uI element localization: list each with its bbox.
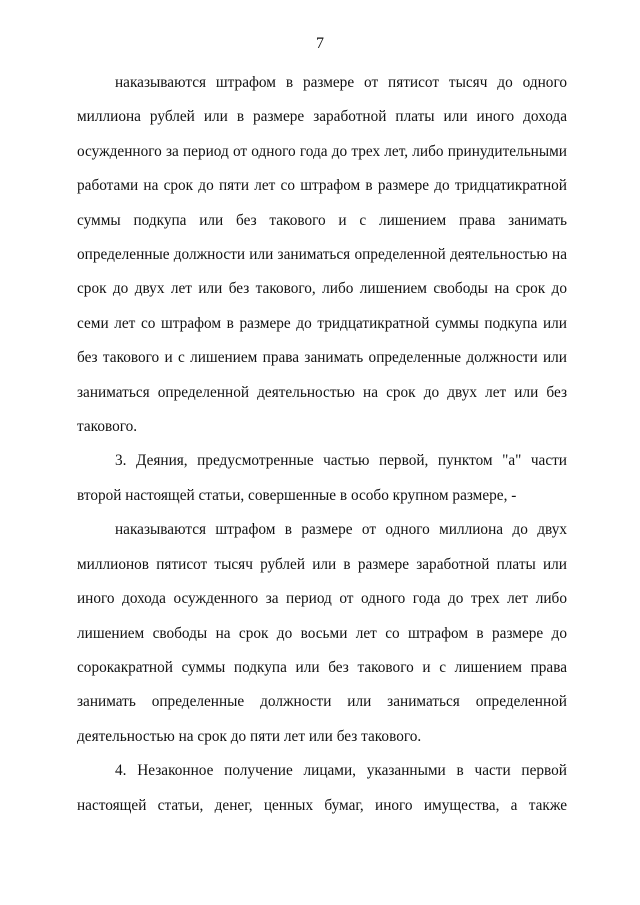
- paragraph-penalty-1: наказываются штрафом в размере от пятисот тысяч до одного миллиона рублей или в размере заработной платы или иного дохода осужденного за период от одного года до трех лет, либо принудительными работами на срок до пяти лет со штрафом в размере до тридцатикратной суммы подкупа или без такового и с лишением права занимать определенные должности или заниматься определенной деятельностью на срок до двух лет или без такового, либо лишением свободы на срок до семи лет со штрафом в размере до тридцатикратной суммы подкупа или без такового и с лишением права занимать определенные должности или заниматься определенной деятельностью на срок до двух лет или без такового.: [77, 74, 567, 436]
- page-number: 7: [316, 35, 324, 52]
- document-body: [77, 66, 567, 823]
- paragraph-clause-4: 4. Незаконное получение лицами, указанными в части первой настоящей статьи, денег, ценных бумаг, иного имущества, а также: [77, 762, 567, 814]
- paragraph-clause-3: 3. Деяния, предусмотренные частью первой, пунктом "а" части второй настоящей статьи, совершенные в особо крупном размере, -: [77, 452, 567, 504]
- paragraph-penalty-2: наказываются штрафом в размере от одного миллиона до двух миллионов пятисот тысяч рублей или в размере заработной платы или иного дохода осужденного за период от одного года до трех лет либо лишением свободы на срок до восьми лет со штрафом в размере до сорокакратной суммы подкупа или без такового и с лишением права занимать определенные должности или заниматься определенной деятельностью на срок до пяти лет или без такового.: [77, 521, 567, 745]
